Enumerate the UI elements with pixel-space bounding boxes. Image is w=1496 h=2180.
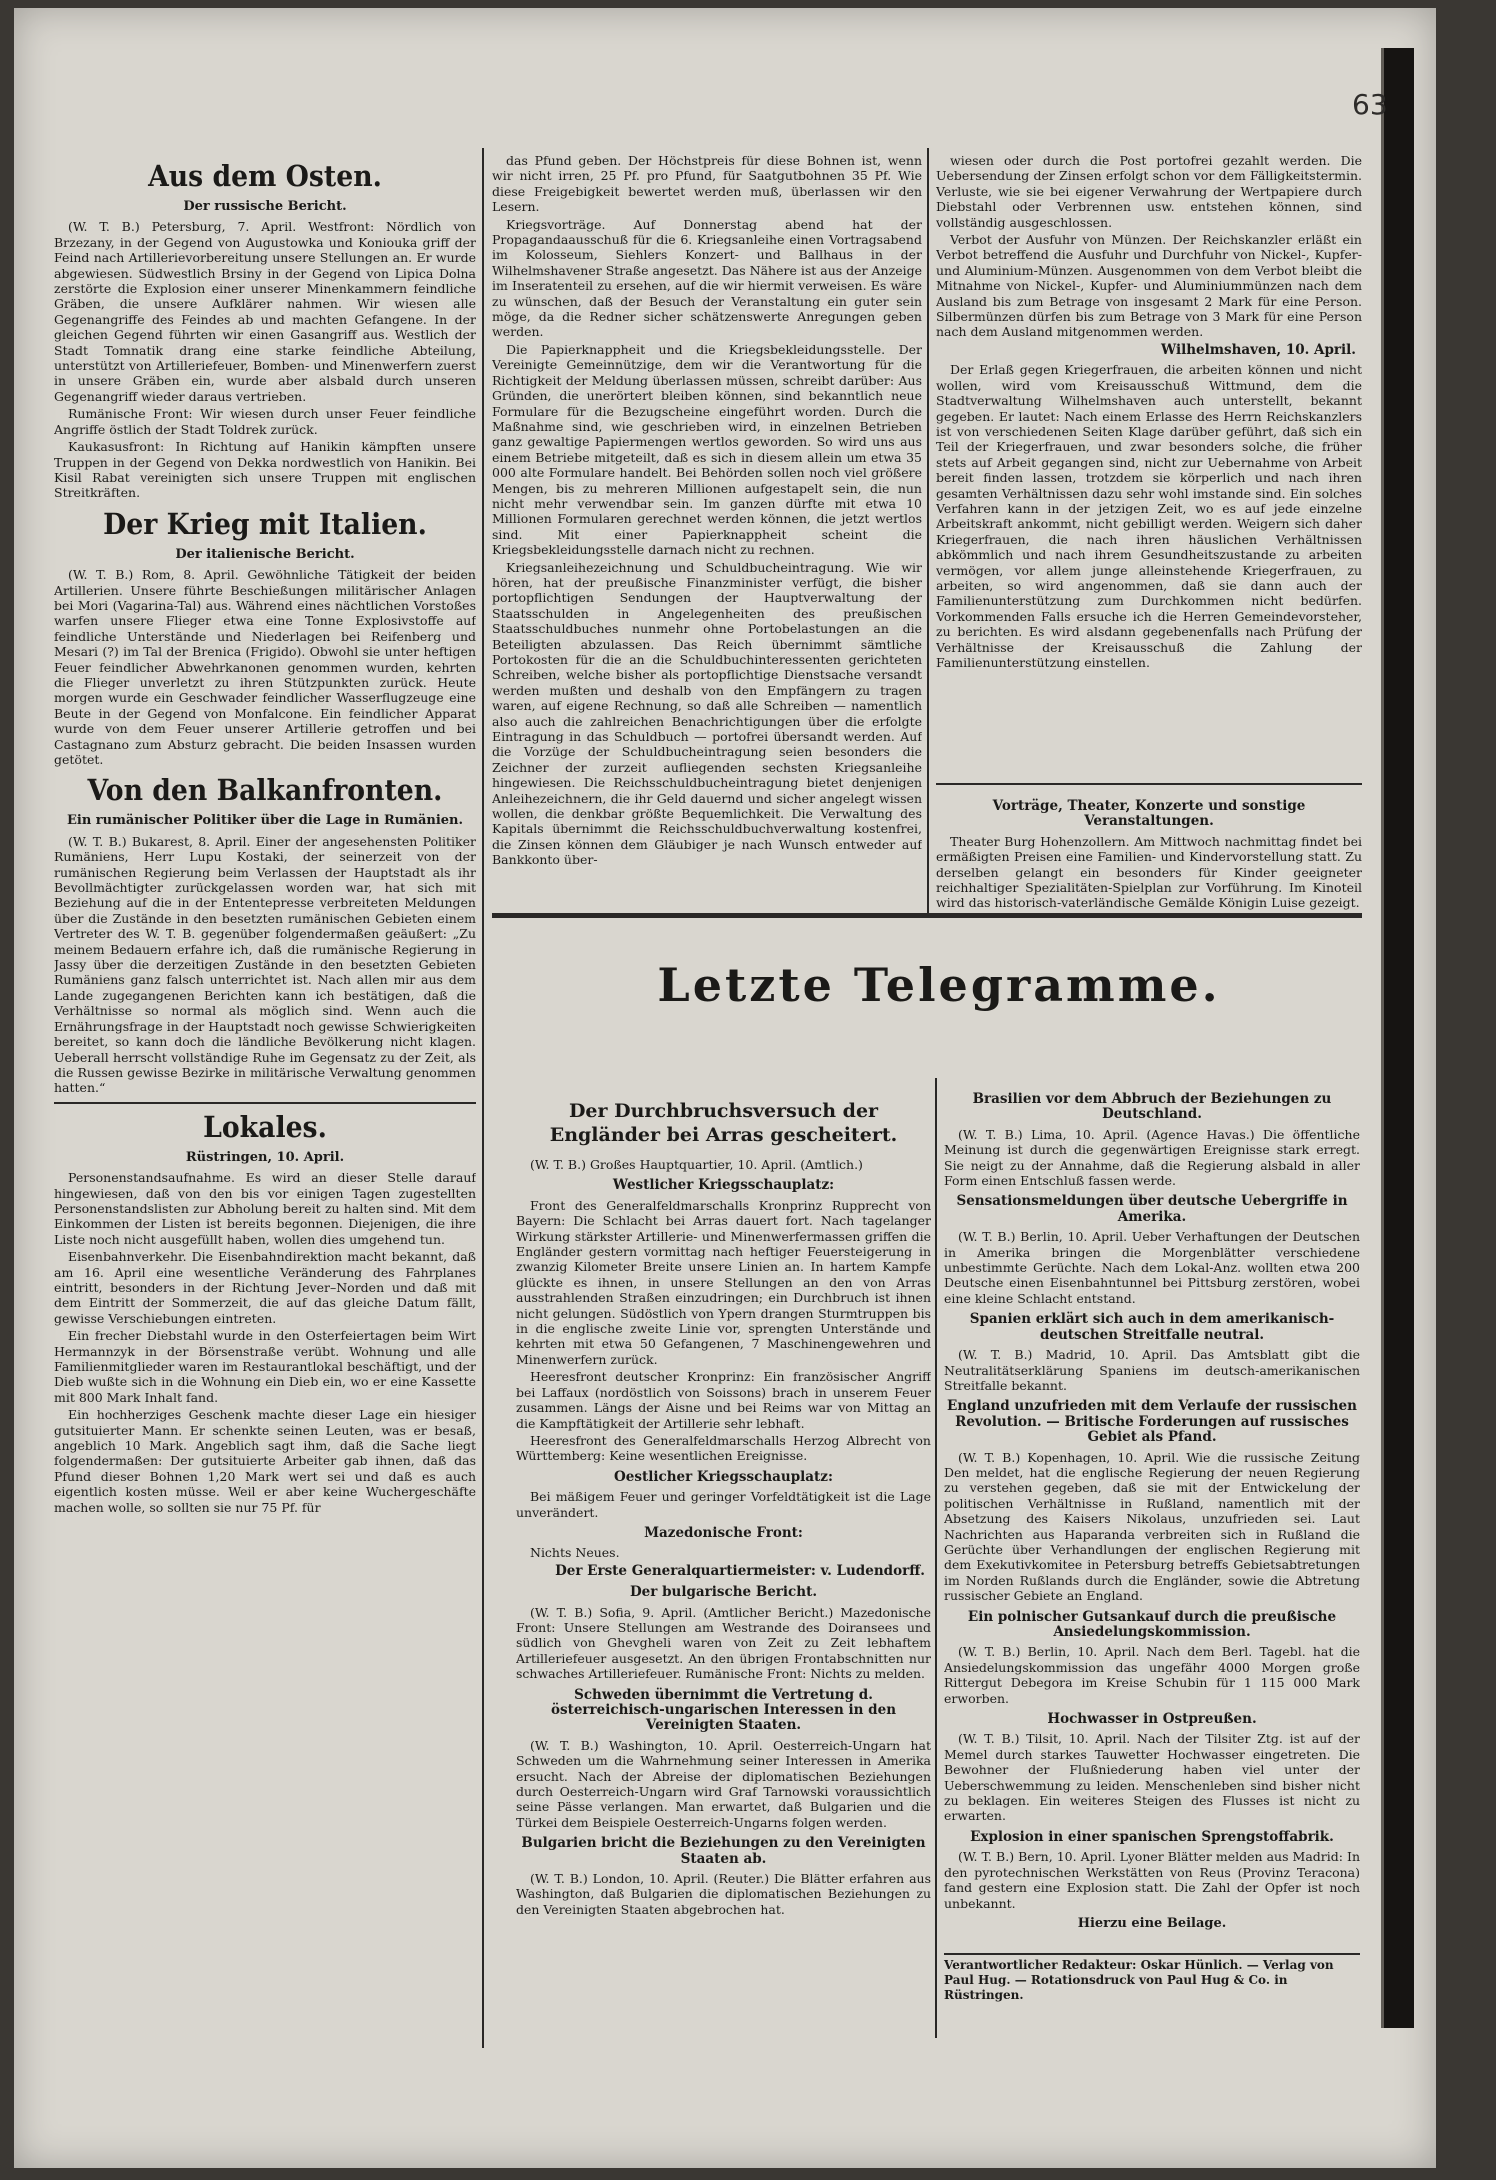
paragraph: (W. T. B.) Bern, 10. April. Lyoner Blätter melden aus Madrid: In den pyrotechnischen Werkstätten von Reus (Provinz Teracona) fand gestern eine Explosion statt. Die Zahl der Opfer ist noch unbekannt. xyxy=(944,1849,1360,1911)
kicker: Der russische Bericht. xyxy=(183,199,347,214)
paragraph: (W. T. B.) Madrid, 10. April. Das Amtsblatt gibt die Neutralitätserklärung Spaniens im deutsch-amerikanischen Streitfalle bekannt. xyxy=(944,1347,1360,1393)
section-rule xyxy=(54,1102,476,1104)
subheading: Vorträge, Theater, Konzerte und sonstige Veranstaltungen. xyxy=(992,798,1306,830)
subheading: Explosion in einer spanischen Sprengstoffabrik. xyxy=(970,1828,1334,1845)
kicker: Ein rumänischer Politiker über die Lage in Rumänien. xyxy=(66,813,464,829)
section-rule xyxy=(944,1953,1360,1955)
paragraph: Die Papierknappheit und die Kriegsbekleidungsstelle. Der Vereinigte Gemeinnützige, dem wir die Verantwortung für die Richtigkeit der Meldung überlassen müssen, schreibt darüber: Aus Gründen, die unerörtert bleiben können, sind bekanntlich neue Formulare für die Bezugscheine eingeführt worden. Durch die Maßnahme sind, wie geschrieben wird, in einzelnen Betrieben ganz gewaltige Papiermengen wertlos geworden. So wird uns aus einem Betriebe mitgeteilt, daß es sich in diesem allein um etwa 35 000 alte Formulare handelt. Bei Behörden sollen noch viel größere Mengen, bis zu mehreren Millionen aufgestapelt sein, die nun nicht mehr verwendbar sein. Im ganzen dürfte mit etwa 10 Millionen Formularen gerechnet werden können, die jetzt wertlos sind. Mit einer Papierknappheit scheint die Kriegsbekleidungsstelle darnach nicht zu rechnen. xyxy=(492,341,922,558)
imprint-footer: Verantwortlicher Redakteur: Oskar Hünlich. — Verlag von Paul Hug. — Rotationsdruck von Paul Hug & Co. in Rüstringen. xyxy=(944,1958,1334,2002)
subheading: Ein polnischer Gutsankauf durch die preußische Ansiedelungskommission. xyxy=(967,1608,1337,1640)
article-balkan xyxy=(54,773,476,1095)
events-section xyxy=(936,793,1362,913)
subheading: Westlicher Kriegsschauplatz: xyxy=(612,1177,835,1194)
paragraph: Personenstandsaufnahme. Es wird an dieser Stelle darauf hingewiesen, daß von den bis vor einigen Tagen zugestellten Personenstandslisten zur Abholung bereit zu halten sind. Mit dem Einkommen der Listen ist bereits begonnen. Diejenigen, die ihre Liste noch nicht ausgefüllt haben, wollen dies umgehend tun. xyxy=(54,1170,476,1247)
paragraph: (W. T. B.) Kopenhagen, 10. April. Wie die russische Zeitung Den meldet, hat die englische Regierung der neuen Regierung zu verstehen gegeben, daß sie mit der Entwickelung der politischen Verhältnisse in Rußland, namentlich mit der Absetzung des Kaisers Nikolaus, unzufrieden sei. Laut Nachrichten aus Haparanda verbreiten sich in Rußland die Gerüchte über Verhandlungen der englischen Regierung mit dem Exekutivkomitee in Petersburg betreffs Gebietsabtretungen im Norden Rußlands durch die Engländer, sowie die Abtretung russischer Gebiete an England. xyxy=(944,1449,1360,1604)
paragraph: das Pfund geben. Der Höchstpreis für diese Bohnen ist, wenn wir nicht irren, 25 Pf. pro Pfund, für Saatgutbohnen 35 Pf. Wie diese Freigebigkeit bewertet werden muß, überlassen wir den Lesern. xyxy=(492,153,922,215)
paragraph: Ein hochherziges Geschenk machte dieser Lage ein hiesiger gutsituierter Mann. Er schenkte seinen Leuten, was er besaß, angeblich 10 Mark. Angeblich sagt ihm, daß die Sache liegt folgendermaßen: Der gutsituierte Arbeiter gab ihnen, daß das Pfund dieser Bohnen 1,20 Mark wert sei und daß es auch eigentlich kosten müsse. Weil er aber keine Wuchergeschäfte machen wolle, so sollten sie nur 75 Pf. für xyxy=(54,1407,476,1515)
signature: Der Erste Generalquartiermeister: v. Ludendorff. xyxy=(555,1562,925,1579)
paragraph: Nichts Neues. xyxy=(530,1545,620,1561)
paragraph: Kaukasusfront: In Richtung auf Hanikin kämpften unsere Truppen in der Gegend von Dekka nordwestlich von Hanikin. Bei Kisil Rabat vereinigten sich unsere Truppen mit englischen Streitkräften. xyxy=(54,439,476,501)
column-2 xyxy=(492,153,922,913)
paragraph: (W. T. B.) Sofia, 9. April. (Amtlicher Bericht.) Mazedonische Front: Unsere Stellungen am Westrande des Doiransees und südlich von Ghevgheli waren von Zeit zu Zeit lebhaftem Artilleriefeuer ausgesetzt. An den übrigen Frontabschnitten nur schwaches Artilleriefeuer. Rumänische Front: Nichts zu melden. xyxy=(516,1604,931,1682)
headline: Von den Balkanfronten. xyxy=(87,773,443,808)
paragraph: Bei mäßigem Feuer und geringer Vorfeldtätigkeit ist die Lage unverändert. xyxy=(516,1489,931,1520)
telegrams-headline: Letzte Telegramme. xyxy=(657,958,1221,1012)
paragraph: (W. T. B.) Großes Hauptquartier, 10. April. (Amtlich.) xyxy=(530,1157,863,1172)
article-osten xyxy=(54,159,476,501)
subheading: Bulgarien bricht die Beziehungen zu den Vereinigten Staaten ab. xyxy=(521,1835,926,1867)
paragraph: (W. T. B.) Petersburg, 7. April. Westfront: Nördlich von Brzezany, in der Gegend von Augustowka und Koniouka griff der Feind nach Artillerievorbereitung unsere Stellungen an. Er wurde abgewiesen. Südwestlich Brsiny in der Gegend von Lipica Dolna zerstörte die Explosion einer unserer Minenkammern feindliche Gräben, die unsere Aufklärer nahmen. Wir wiesen alle Gegenangriffe des Feindes ab und machten Gefangene. In der gleichen Gegend führten wir einen Gasangriff aus. Westlich der Stadt Tomnatik drang eine starke feindliche Abteilung, unterstützt von Artilleriefeuer, Bomben- und Minenwerfern zuerst in unsere Gräben ein, wurde aber alsbald durch unseren Gegenangriff wieder daraus vertrieben. xyxy=(54,219,476,404)
newspaper-page xyxy=(14,8,1436,2168)
paragraph: Kriegsanleihezeichnung und Schuldbucheintragung. Wie wir hören, hat der preußische Finanzminister verfügt, die bisher portopflichtigen Sendungen der Hauptverwaltung der Staatsschulden in Angelegenheiten des preußischen Staatsschuldbuches nunmehr ohne Portobelastungen an die Beteiligten abzulassen. Das Reich übernimmt sämtliche Portokosten für die an die Schuldbuchinteressenten gerichteten Schreiben, welche bisher als portopflichtige Dienstsache versandt werden mußten und deshalb von den Empfängern zu tragen waren, auf eigene Rechnung, so daß alle Schreiben — namentlich also auch die zahlreichen Benachrichtigungen über die erfolgte Eintragung in das Schuldbuch — portofrei übersandt werden. Auf die Vorzüge der Schuldbucheintragung seien besonders die Zeichner der zurzeit aufliegenden sechsten Kriegsanleihe hingewiesen. Die Reichsschuldbucheintragung bietet denjenigen Anleihezeichnern, die ihr Geld dauernd und sicher angelegt wissen wollen, die denkbar größte Bequemlichkeit. Die Verwaltung des Kapitals übernimmt die Reichsschuldbuchverwaltung kostenfrei, die Zinsen können dem Gläubiger je nach Wunsch entweder auf Bankkonto über- xyxy=(492,559,922,868)
supplement-note: Hierzu eine Beilage. xyxy=(1077,1916,1227,1931)
paragraph: Front des Generalfeldmarschalls Kronprinz Rupprecht von Bayern: Die Schlacht bei Arras dauert fort. Nach tagelanger Wirkung stärkster Artillerie- und Minenwerfermassen griffen die Engländer gestern vormittag nach heftiger Feuersteigerung in zwanzig Kilometer Breite unsere Linien an. In hartem Kampfe glückte es ihnen, in unsere Stellungen an den von Arras ausstrahlenden Straßen einzudringen; ein Durchbruch ist ihnen nicht gelungen. Südöstlich von Ypern drangen Sturmtruppen bis in die englische zweite Linie vor, sprengten Unterstände und kehrten mit etwa 50 Gefangenen, 7 Maschinengewehren und Minenwerfern zurück. xyxy=(516,1197,931,1367)
paragraph: (W. T. B.) Lima, 10. April. (Agence Havas.) Die öffentliche Meinung ist durch die gegenwärtigen Ereignisse stark erregt. Sie neigt zu der Annahme, daß die Regierung alsbald in aller Form einen Entschluß fassen werde. xyxy=(944,1126,1360,1189)
column-rule xyxy=(935,1078,937,2038)
paragraph: (W. T. B.) Bukarest, 8. April. Einer der angesehensten Politiker Rumäniens, Herr Lupu Kostaki, der seinerzeit von der rumänischen Regierung beim Verlassen der Hauptstadt als ihr Bevollmächtigter zurückgelassen worden war, hat sich mit Beziehung auf die in der Ententepresse verbreiteten Meldungen über die Zustände in den besetzten rumänischen Gebieten einem Vertreter des W. T. B. gegenüber folgendermaßen geäußert: „Zu meinem Bedauern erfahre ich, daß die rumänische Regierung in Jassy über die derzeitigen Zustände in den besetzten Gebieten Rumäniens ganz falsch unterrichtet ist. Nach allen mir aus dem Lande zugegangenen Berichten kann ich bestätigen, daß die Verhältnisse so normal als möglich sind. Wenn auch die Ernährungsfrage in der Hauptstadt noch gewisse Schwierigkeiten bereitet, so kann doch die ländliche Bevölkerung nicht klagen. Ueberall herrscht vollständige Ruhe im Gegensatz zu der Zeit, als die Russen gewisse Bezirke in militärische Verwaltung genommen hatten.“ xyxy=(54,833,476,1096)
paragraph: (W. T. B.) Washington, 10. April. Oesterreich-Ungarn hat Schweden um die Wahrnehmung seiner Interessen in Amerika ersucht. Nach der Abreise der diplomatischen Beziehungen durch Oesterreich-Ungarn wird Graf Tarnowski voraussichtlich seine Pässe verlangen. Man erwartet, daß Bulgarien und die Türkei dem Beispiele Oesterreich-Ungarns folgen werden. xyxy=(516,1737,931,1830)
telegrams-left-column xyxy=(516,1093,931,2023)
subheading: Hochwasser in Ostpreußen. xyxy=(1047,1711,1257,1728)
subheading: Mazedonische Front: xyxy=(644,1524,803,1541)
section-rule xyxy=(492,913,1362,918)
headline: Lokales. xyxy=(203,1109,327,1144)
headline: Der Krieg mit Italien. xyxy=(103,506,427,541)
page-number: 63 xyxy=(1352,88,1388,121)
kicker: Der italienische Bericht. xyxy=(175,546,355,562)
subheading: Brasilien vor dem Abbruch der Beziehungen zu Deutschland. xyxy=(972,1091,1332,1123)
subheading: Schweden übernimmt die Vertretung d. österreichisch-ungarischen Interessen in den Vereinigten Staaten. xyxy=(550,1686,897,1734)
paragraph: (W. T. B.) Berlin, 10. April. Nach dem Berl. Tagebl. hat die Ansiedelungskommission das ungefähr 4000 Morgen große Rittergut Debegora im Kreise Schubin für 1 115 000 Mark erworben. xyxy=(944,1644,1360,1706)
paragraph: Verbot der Ausfuhr von Münzen. Der Reichskanzler erläßt ein Verbot betreffend die Ausfuhr und Durchfuhr von Nickel-, Kupfer- und Aluminium-Münzen. Ausgenommen von dem Verbot bleibt die Mitnahme von Nickel-, Kupfer- und Aluminiummünzen nach dem Ausland bis zum Betrage von insgesamt 2 Mark für eine Person. Silbermünzen dürfen bis zum Betrage von 3 Mark für eine Person nach dem Ausland mitgenommen werden. xyxy=(936,232,1362,340)
column-3 xyxy=(936,153,1362,893)
subheading: England unzufrieden mit dem Verlaufe der russischen Revolution. — Britische Forderungen auf russisches Gebiet als Pfand. xyxy=(947,1398,1357,1446)
paragraph: (W. T. B.) London, 10. April. (Reuter.) Die Blätter erfahren aus Washington, daß Bulgarien die diplomatischen Beziehungen zu den Vereinigten Staaten abgebrochen hat. xyxy=(516,1871,931,1917)
paragraph: Kriegsvorträge. Auf Donnerstag abend hat der Propagandaausschuß für die 6. Kriegsanleihe einen Vortragsabend im Kolosseum, Siehlers Konzert- und Ballhaus in der Wilhelmshavener Straße angesetzt. Das Nähere ist aus der Anzeige im Inseratenteil zu ersehen, auf die wir hiermit verweisen. Es wäre zu wünschen, daß der Besuch der Veranstaltung ein guter sein möge, da die Redner sicher schätzenswerte Anregungen geben werden. xyxy=(492,216,922,340)
article-italien xyxy=(54,507,476,768)
paragraph: (W. T. B.) Rom, 8. April. Gewöhnliche Tätigkeit der beiden Artillerien. Unsere führte Beschießungen militärischer Anlagen bei Mori (Vagarina-Tal) aus. Während eines nächtlichen Vorstoßes warfen unsere Flieger etwa eine Tonne Explosivstoffe auf feindliche Unterstände und Niederlagen bei Reifenberg und Mesari (?) im Tal der Brenica (Frigido). Obwohl sie unter heftigen Feuer feindlicher Abwehrkanonen genommen wurden, kehrten die Flieger unverletzt zu ihren Stützpunkten zurück. Heute morgen wurde ein Geschwader feindlicher Wasserflugzeuge eine Beute in der Gegend von Monfalcone. Ein feindlicher Apparat wurde von dem Feuer unserer Artillerie getroffen und bei Castagnano zum Absturz gebracht. Die beiden Insassen wurden getötet. xyxy=(54,567,476,767)
article-lokales xyxy=(54,1110,476,1515)
binding-spine xyxy=(1381,48,1414,2028)
telegrams-right-column xyxy=(944,1086,1360,1946)
dateline: Rüstringen, 10. April. xyxy=(185,1149,345,1165)
dateline: Wilhelmshaven, 10. April. xyxy=(1161,341,1356,358)
paragraph: (W. T. B.) Berlin, 10. April. Ueber Verhaftungen der Deutschen in Amerika bringen die Morgenblätter verschiedene unbestimmte Gerüchte. Nach dem Lokal-Anz. wollten etwa 200 Deutsche einen Eisenbahntunnel bei Pittsburg zerstören, wobei eine kleine Schlacht entstand. xyxy=(944,1229,1360,1306)
column-1 xyxy=(54,153,476,2113)
subheading: Oestlicher Kriegsschauplatz: xyxy=(614,1468,833,1485)
subheading: Der bulgarische Bericht. xyxy=(629,1584,818,1601)
paragraph: Rumänische Front: Wir wiesen durch unser Feuer feindliche Angriffe östlich der Stadt Toldrek zurück. xyxy=(54,406,476,437)
paragraph: Heeresfront deutscher Kronprinz: Ein französischer Angriff bei Laffaux (nordöstlich von Soissons) brach in unserem Feuer zusammen. Längs der Aisne und bei Reims war von Mittag an die Kampftätigkeit der Artillerie sehr lebhaft. xyxy=(516,1369,931,1431)
paragraph: Theater Burg Hohenzollern. Am Mittwoch nachmittag findet bei ermäßigten Preisen eine Familien- und Kindervorstellung statt. Zu derselben gelangt ein besonders für Kinder geeigneter reichhaltiger Spezialitäten-Spielplan zur Vorführung. Im Kinoteil wird das historisch-vaterländische Gemälde Königin Luise gezeigt. xyxy=(936,833,1362,911)
paragraph: Der Erlaß gegen Kriegerfrauen, die arbeiten können und nicht wollen, wird vom Kreisausschuß Wittmund, dem die Stadtverwaltung Wilhelmshaven auch unterstellt, bekannt gegeben. Er lautet: Nach einem Erlasse des Herrn Reichskanzlers ist von verschiedenen Seiten Klage darüber geführt, daß sich ein Teil der Kriegerfrauen, und zwar besonders solche, die früher stets auf Arbeit gegangen sind, nicht zur Uebernahme von Arbeit bereit finden lassen, trotzdem sie körperlich und nach ihren gesamten Verhältnissen dazu sehr wohl imstande sind. Ein solches Verfahren kann in der jetzigen Zeit, wo es auf jede einzelne Arbeitskraft ankommt, nicht gebilligt werden. Weigern sich daher Kriegerfrauen, die nach ihren häuslichen Verhältnissen abkömmlich und nach ihrem Gesundheitszustande zu arbeiten vermögen, vor allem junge alleinstehende Kriegerfrauen, zu arbeiten, so wird angenommen, daß sie dann auch der Familienunterstützung zum Durchkommen nicht bedürfen. Vorkommenden Falls ersuche ich die Herren Gemeindevorsteher, zu berichten. Es wird alsdann gegebenenfalls nach Prüfung der Verhältnisse der Kreisausschuß die Zahlung der Familienunterstützung einstellen. xyxy=(936,362,1362,670)
paragraph: (W. T. B.) Tilsit, 10. April. Nach der Tilsiter Ztg. ist auf der Memel durch starkes Tauwetter Hochwasser eingetreten. Die Bewohner der Flußniederung haben viel unter der Ueberschwemmung zu leiden. Menschenleben sind bisher nicht zu beklagen. Ein weiteres Steigen des Flusses ist nicht zu erwarten. xyxy=(944,1731,1360,1824)
paragraph: Ein frecher Diebstahl wurde in den Osterfeiertagen beim Wirt Hermannzyk in der Börsenstraße verübt. Wohnung und alle Familienmitglieder waren im Restaurantlokal beschäftigt, und der Dieb wußte sich in die Wohnung ein Dieb ein, wo er eine Kassette mit 800 Mark Inhalt fand. xyxy=(54,1328,476,1405)
paragraph: Heeresfront des Generalfeldmarschalls Herzog Albrecht von Württemberg: Keine wesentlichen Ereignisse. xyxy=(516,1432,931,1464)
paragraph: wiesen oder durch die Post portofrei gezahlt werden. Die Uebersendung der Zinsen erfolgt schon vor dem Fälligkeitstermin. Verluste, wie sie bei eigener Verwahrung der Wertpapiere durch Diebstahl oder Verbrennen usw. entstehen können, sind vollständig ausgeschlossen. xyxy=(936,153,1362,230)
headline: Aus dem Osten. xyxy=(148,159,382,193)
subheading: Sensationsmeldungen über deutsche Uebergriffe in Amerika. xyxy=(956,1193,1348,1225)
column-rule xyxy=(927,148,929,918)
paragraph: Eisenbahnverkehr. Die Eisenbahndirektion macht bekannt, daß am 16. April eine wesentliche Veränderung des Fahrplanes eintritt, besonders in der Richtung Jever–Norden und daß mit dem Eintritt der Sommerzeit, die auf das gleiche Datum fällt, gewisse Verschiebungen eintreten. xyxy=(54,1249,476,1326)
headline: Der Durchbruchsversuch der Engländer bei Arras gescheitert. xyxy=(549,1100,898,1146)
subheading: Spanien erklärt sich auch in dem amerikanisch-deutschen Streitfalle neutral. xyxy=(969,1311,1335,1343)
column-rule xyxy=(482,148,484,2048)
